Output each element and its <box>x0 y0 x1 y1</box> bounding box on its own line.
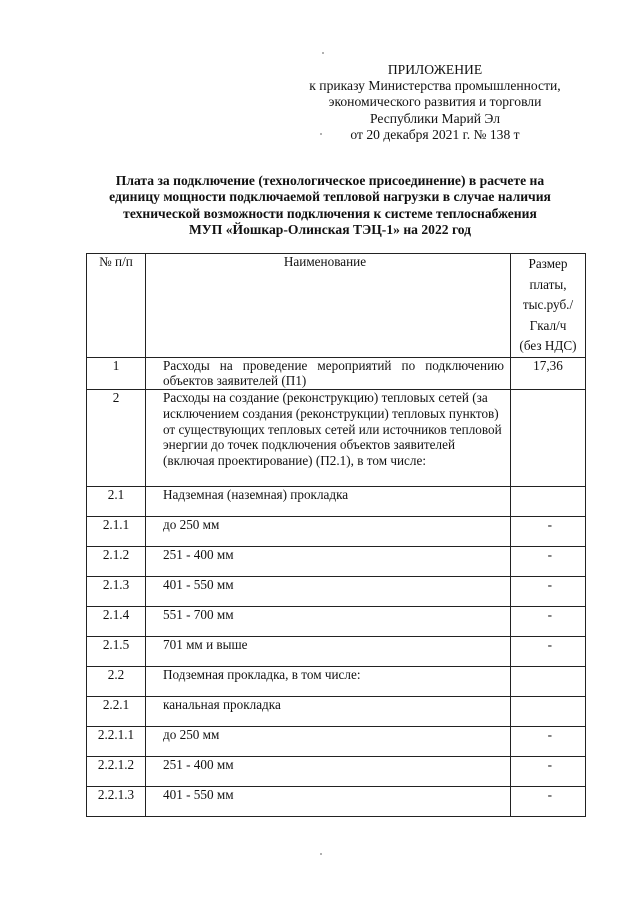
table-header-row <box>87 254 586 358</box>
row-num: 2.2.1.3 <box>87 787 146 817</box>
row-name-text: Расходы на проведение мероприятий по подключению объектов заявителей (П1) <box>163 357 504 389</box>
fee-table <box>86 253 586 817</box>
row-value: - <box>511 727 586 757</box>
appendix-line: экономического развития и торговли <box>328 94 542 110</box>
header-name: Наименование <box>146 254 511 358</box>
header-num: № п/п <box>87 254 146 358</box>
table-row <box>87 487 586 517</box>
title-line: МУП «Йошкар-Олинская ТЭЦ-1» на 2022 год <box>188 221 472 237</box>
row-value: 17,36 <box>511 357 586 390</box>
row-name: 251 - 400 мм <box>146 547 511 577</box>
row-value: - <box>511 607 586 637</box>
row-num: 2.2.1 <box>87 697 146 727</box>
scan-speck <box>320 853 322 855</box>
table-row <box>87 637 586 667</box>
row-name: 701 мм и выше <box>146 637 511 667</box>
row-num: 2.1.1 <box>87 517 146 547</box>
appendix-header <box>270 62 600 143</box>
table-row <box>87 757 586 787</box>
row-num: 2.2.1.2 <box>87 757 146 787</box>
row-value: - <box>511 577 586 607</box>
table-row <box>87 667 586 697</box>
header-value <box>511 254 586 358</box>
table-row <box>87 357 586 390</box>
row-value: - <box>511 517 586 547</box>
appendix-title: ПРИЛОЖЕНИЕ <box>387 62 483 77</box>
title-line: технической возможности подключения к системе теплоснабжения <box>123 205 537 221</box>
header-value-line: тыс.руб./ <box>522 297 574 312</box>
row-name: 401 - 550 мм <box>146 787 511 817</box>
table-row <box>87 390 586 487</box>
row-name: Подземная прокладка, в том числе: <box>146 667 511 697</box>
row-value: - <box>511 547 586 577</box>
scan-speck <box>322 52 324 54</box>
row-value <box>511 697 586 727</box>
row-value: - <box>511 757 586 787</box>
document-title <box>60 173 600 238</box>
title-line: единицу мощности подключаемой тепловой нагрузки в случае наличия <box>109 189 551 205</box>
row-name-text: Расходы на создание (реконструкцию) тепловых сетей (за исключением создания (реконструкции) тепловых пунктов) от существующих тепловых сетей или источников тепловой энергии до точек подключения объектов заявителей (включая проектирование) (П2.1), в том числе: <box>163 390 502 469</box>
row-value <box>511 390 586 487</box>
row-num: 2.1.2 <box>87 547 146 577</box>
row-name <box>146 357 511 390</box>
header-value-line: платы, <box>529 276 567 292</box>
row-name: 551 - 700 мм <box>146 607 511 637</box>
row-name: 401 - 550 мм <box>146 577 511 607</box>
row-value <box>511 487 586 517</box>
header-value-line: Размер <box>528 256 568 271</box>
table-row <box>87 787 586 817</box>
table-row <box>87 727 586 757</box>
row-num: 2.2.1.1 <box>87 727 146 757</box>
row-num: 2.1 <box>87 487 146 517</box>
row-name: Надземная (наземная) прокладка <box>146 487 511 517</box>
row-num: 2 <box>87 390 146 487</box>
table-row <box>87 547 586 577</box>
row-name: до 250 мм <box>146 727 511 757</box>
row-name: канальная прокладка <box>146 697 511 727</box>
header-value-line: (без НДС) <box>519 338 577 353</box>
row-num: 2.1.5 <box>87 637 146 667</box>
title-line: Плата за подключение (технологическое присоединение) в расчете на <box>115 173 545 188</box>
table-row <box>87 607 586 637</box>
appendix-line: Республики Марий Эл <box>369 110 501 126</box>
row-name: 251 - 400 мм <box>146 757 511 787</box>
row-value <box>511 667 586 697</box>
row-num: 2.1.4 <box>87 607 146 637</box>
appendix-date-line: от 20 декабря 2021 г. № 138 т <box>350 126 520 142</box>
appendix-line: к приказу Министерства промышленности, <box>309 78 561 94</box>
header-value-line: Гкал/ч <box>529 317 567 333</box>
row-value: - <box>511 637 586 667</box>
table-row <box>87 697 586 727</box>
row-value: - <box>511 787 586 817</box>
row-num: 2.2 <box>87 667 146 697</box>
table-row <box>87 517 586 547</box>
table-row <box>87 577 586 607</box>
scan-speck <box>320 133 322 135</box>
row-num: 1 <box>87 357 146 390</box>
row-num: 2.1.3 <box>87 577 146 607</box>
row-name: до 250 мм <box>146 517 511 547</box>
row-name <box>146 390 511 487</box>
